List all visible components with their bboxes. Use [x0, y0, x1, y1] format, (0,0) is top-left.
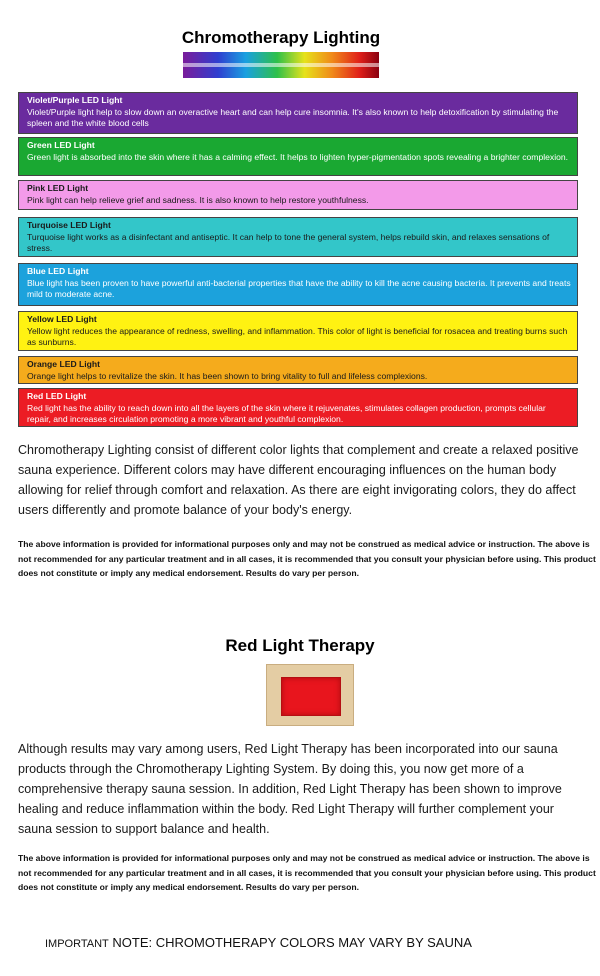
disclaimer-top: The above information is provided for informational purposes only and may not be construed as medical advice or instruction. The above is not recommended for any particular treatment and in all cases, it is recommended that you consult your physician before using. This product does not constitute or imply any medical endorsement. Results do vary per person.	[18, 539, 596, 578]
note-prefix: IMPORTANT	[45, 938, 109, 950]
light-description: Red light has the ability to reach down into all the layers of the skin where it rejuvenates, stimulates collagen production, prompts cellular repair, and increases circulation promoting a more vibrant and youthful complexion.	[27, 402, 546, 425]
light-box-green	[18, 137, 578, 176]
light-box-yellow	[18, 311, 578, 351]
light-name: Green LED Light	[27, 140, 95, 150]
color-spectrum-image	[183, 52, 379, 78]
light-name: Yellow LED Light	[27, 314, 97, 324]
chromotherapy-paragraph: Chromotherapy Lighting consist of different color lights that complement and create a relaxed positive sauna experience. Different colors may have different encouraging influences on the human body allowing for relief through comfort and relaxation. As there are eight invigorating colors, they do affect users differently and promote balance of your body's energy.	[18, 443, 579, 517]
important-note	[45, 935, 472, 950]
light-description: Blue light has been proven to have powerful anti-bacterial properties that have the ability to kill the acne causing bacteria. It prevents and treats mild to moderate acne.	[27, 277, 571, 300]
light-box-blue	[18, 263, 578, 306]
chromotherapy-title: Chromotherapy Lighting	[181, 28, 381, 47]
light-description: Violet/Purple light help to slow down an overactive heart and can help cure insomnia. It's also known to help detoxification by stimulating the spleen and the white blood cells	[27, 106, 559, 129]
light-box-turquoise	[18, 217, 578, 257]
light-name: Violet/Purple LED Light	[27, 95, 123, 105]
light-description: Orange light helps to revitalize the skin. It has been shown to bring vitality to full and lifeless complexions.	[27, 370, 428, 381]
red-light-panel-image	[266, 664, 354, 726]
light-box-violet	[18, 92, 578, 134]
light-description: Green light is absorbed into the skin where it has a calming effect. It helps to lighten hyper-pigmentation spots revealing a brighter complexion.	[27, 151, 569, 162]
light-name: Orange LED Light	[27, 359, 101, 369]
light-box-pink	[18, 180, 578, 210]
red-light-paragraph: Although results may vary among users, Red Light Therapy has been incorporated into our sauna products through the Chromotherapy Lighting System. By doing this, you now get more of a comprehensive therapy sauna session. In addition, Red Light Therapy has been shown to improve healing and reduce inflammation within the body. Red Light Therapy will further complement your sauna session to support balance and health.	[18, 742, 562, 836]
light-description: Pink light can help relieve grief and sadness. It is also known to help restore youthfulness.	[27, 194, 369, 205]
light-description: Yellow light reduces the appearance of redness, swelling, and inflammation. This color of light is beneficial for rosacea and treating burns such as sunburns.	[27, 325, 568, 348]
light-name: Turquoise LED Light	[27, 220, 111, 230]
light-description: Turquoise light works as a disinfectant and antiseptic. It can help to tone the general system, helps rebuild skin, and relaxes sensations of stress.	[27, 231, 550, 254]
light-name: Blue LED Light	[27, 266, 89, 276]
red-light-title: Red Light Therapy	[225, 636, 375, 655]
light-box-orange	[18, 356, 578, 384]
light-name: Red LED Light	[27, 391, 87, 401]
light-name: Pink LED Light	[27, 183, 89, 193]
note-text: NOTE: CHROMOTHERAPY COLORS MAY VARY BY SAUNA	[112, 935, 472, 950]
disclaimer-bottom: The above information is provided for informational purposes only and may not be construed as medical advice or instruction. The above is not recommended for any particular treatment and in all cases, it is recommended that you consult your physician before using. This product does not constitute or imply any medical endorsement. Results do vary per person.	[18, 853, 596, 892]
light-box-red	[18, 388, 578, 427]
